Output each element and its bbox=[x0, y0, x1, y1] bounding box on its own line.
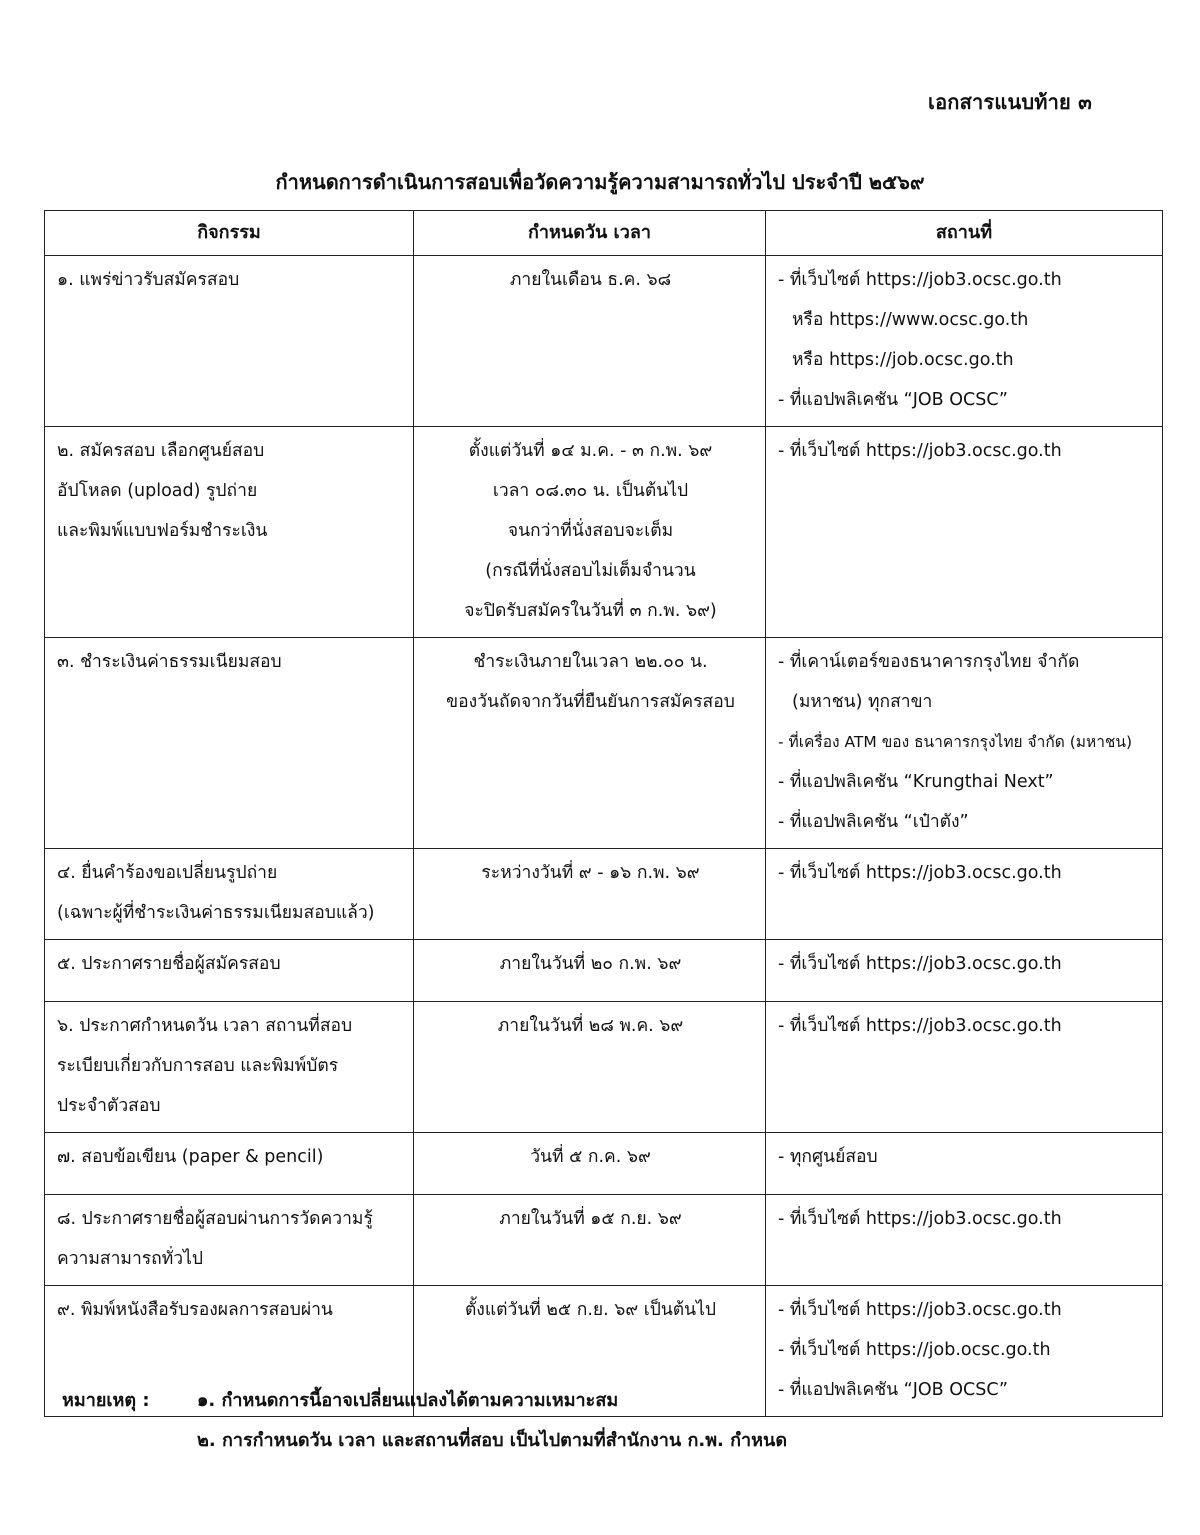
table-row bbox=[45, 1002, 1163, 1133]
activity-line: ๔. ยื่นคำร้องขอเปลี่ยนรูปถ่าย bbox=[57, 863, 278, 883]
date-time-cell bbox=[414, 1195, 766, 1286]
activity-line: ประจำตัวสอบ bbox=[57, 1096, 161, 1116]
location-cell bbox=[766, 1286, 1163, 1417]
location-cell bbox=[766, 1002, 1163, 1133]
location-line: - ที่เคาน์เตอร์ของธนาคารกรุงไทย จำกัด bbox=[778, 652, 1080, 672]
activity-line: ๘. ประกาศรายชื่อผู้สอบผ่านการวัดความรู้ bbox=[57, 1209, 373, 1229]
activity-line: ๑. แพร่ข่าวรับสมัครสอบ bbox=[57, 270, 240, 290]
date-time-line: ภายในเดือน ธ.ค. ๖๘ bbox=[509, 270, 672, 290]
date-time-line: จะปิดรับสมัครในวันที่ ๓ ก.พ. ๖๙) bbox=[464, 601, 717, 621]
table-header-row bbox=[45, 211, 1163, 256]
activity-cell bbox=[45, 1195, 414, 1286]
location-cell bbox=[766, 849, 1163, 940]
location-line: - ที่เว็บไซต์ https://job3.ocsc.go.th bbox=[778, 1016, 1062, 1036]
date-time-line: ชำระเงินภายในเวลา ๒๒.๐๐ น. bbox=[473, 652, 708, 672]
activity-cell bbox=[45, 1133, 414, 1195]
location-line: - ที่เว็บไซต์ https://job3.ocsc.go.th bbox=[778, 863, 1062, 883]
activity-cell bbox=[45, 256, 414, 427]
location-line: - ที่เว็บไซต์ https://job3.ocsc.go.th bbox=[778, 1300, 1062, 1320]
location-cell bbox=[766, 256, 1163, 427]
activity-cell bbox=[45, 940, 414, 1002]
table-row bbox=[45, 256, 1163, 427]
notes-list bbox=[197, 1381, 787, 1461]
activity-line: ๗. สอบข้อเขียน (paper & pencil) bbox=[57, 1147, 324, 1167]
date-time-line: ตั้งแต่วันที่ ๒๕ ก.ย. ๖๙ เป็นต้นไป bbox=[464, 1300, 717, 1320]
table-row bbox=[45, 1195, 1163, 1286]
date-time-cell bbox=[414, 1002, 766, 1133]
location-line: - ที่แอปพลิเคชัน “Krungthai Next” bbox=[778, 772, 1054, 792]
document-title: กำหนดการดำเนินการสอบเพื่อวัดความรู้ความสามารถทั่วไป ประจำปี ๒๕๖๙ bbox=[275, 170, 925, 194]
location-line: - ที่แอปพลิเคชัน “JOB OCSC” bbox=[778, 390, 1008, 410]
location-line: (มหาชน) ทุกสาขา bbox=[792, 692, 933, 712]
location-line: - ที่เว็บไซต์ https://job3.ocsc.go.th bbox=[778, 954, 1062, 974]
location-line: - ที่เครื่อง ATM ของ ธนาคารกรุงไทย จำกัด (มหาชน) bbox=[778, 733, 1133, 751]
activity-line: ๙. พิมพ์หนังสือรับรองผลการสอบผ่าน bbox=[57, 1300, 333, 1320]
activity-cell bbox=[45, 849, 414, 940]
table-row bbox=[45, 638, 1163, 849]
date-time-line: (กรณีที่นั่งสอบไม่เต็มจำนวน bbox=[485, 561, 696, 581]
location-line: - ที่เว็บไซต์ https://job.ocsc.go.th bbox=[778, 1340, 1051, 1360]
location-line: - ที่เว็บไซต์ https://job3.ocsc.go.th bbox=[778, 441, 1062, 461]
date-time-cell bbox=[414, 256, 766, 427]
activity-cell bbox=[45, 638, 414, 849]
schedule-table bbox=[44, 210, 1163, 1417]
location-line: หรือ https://www.ocsc.go.th bbox=[792, 310, 1029, 330]
activity-line: ๕. ประกาศรายชื่อผู้สมัครสอบ bbox=[57, 954, 281, 974]
activity-cell bbox=[45, 427, 414, 638]
date-time-line: ตั้งแต่วันที่ ๑๔ ม.ค. - ๓ ก.พ. ๖๙ bbox=[468, 441, 713, 461]
activity-line: ระเบียบเกี่ยวกับการสอบ และพิมพ์บัตร bbox=[57, 1056, 339, 1076]
date-time-line: ของวันถัดจากวันที่ยืนยันการสมัครสอบ bbox=[446, 692, 735, 712]
note-item: ๑. กำหนดการนี้อาจเปลี่ยนแปลงได้ตามความเหมาะสม bbox=[197, 1390, 619, 1411]
date-time-line: ภายในวันที่ ๒๘ พ.ค. ๖๙ bbox=[497, 1016, 684, 1036]
note-item: ๒. การกำหนดวัน เวลา และสถานที่สอบ เป็นไปตามที่สำนักงาน ก.พ. กำหนด bbox=[197, 1430, 788, 1451]
activity-line: อัปโหลด (upload) รูปถ่าย bbox=[57, 481, 258, 501]
date-time-cell bbox=[414, 638, 766, 849]
activity-line: ความสามารถทั่วไป bbox=[57, 1249, 204, 1269]
date-time-cell bbox=[414, 849, 766, 940]
date-time-line: ระหว่างวันที่ ๙ - ๑๖ ก.พ. ๖๙ bbox=[481, 863, 700, 883]
table-row bbox=[45, 1133, 1163, 1195]
date-time-line: เวลา ๐๘.๓๐ น. เป็นต้นไป bbox=[492, 481, 689, 501]
location-cell bbox=[766, 1133, 1163, 1195]
activity-line: (เฉพาะผู้ที่ชำระเงินค่าธรรมเนียมสอบแล้ว) bbox=[57, 903, 375, 923]
table-row bbox=[45, 940, 1163, 1002]
location-line: หรือ https://job.ocsc.go.th bbox=[792, 350, 1014, 370]
date-time-line: วันที่ ๕ ก.ค. ๖๙ bbox=[530, 1147, 651, 1167]
attachment-label: เอกสารแนบท้าย ๓ bbox=[928, 90, 1092, 114]
date-time-line: จนกว่าที่นั่งสอบจะเต็ม bbox=[507, 521, 674, 541]
location-line: - ที่แอปพลิเคชัน “JOB OCSC” bbox=[778, 1380, 1008, 1400]
activity-line: ๖. ประกาศกำหนดวัน เวลา สถานที่สอบ bbox=[57, 1016, 353, 1036]
date-time-line: ภายในวันที่ ๒๐ ก.พ. ๖๙ bbox=[499, 954, 682, 974]
column-header-location: สถานที่ bbox=[766, 211, 1163, 256]
activity-line: และพิมพ์แบบฟอร์มชำระเงิน bbox=[57, 521, 268, 541]
location-cell bbox=[766, 940, 1163, 1002]
location-line: - ทุกศูนย์สอบ bbox=[778, 1147, 878, 1167]
column-header-date-time: กำหนดวัน เวลา bbox=[414, 211, 766, 256]
column-header-activity: กิจกรรม bbox=[45, 211, 414, 256]
date-time-cell bbox=[414, 1133, 766, 1195]
table-row bbox=[45, 427, 1163, 638]
table-row bbox=[45, 849, 1163, 940]
location-line: - ที่เว็บไซต์ https://job3.ocsc.go.th bbox=[778, 1209, 1062, 1229]
location-line: - ที่เว็บไซต์ https://job3.ocsc.go.th bbox=[778, 270, 1062, 290]
notes-label: หมายเหตุ : bbox=[62, 1390, 150, 1411]
activity-line: ๓. ชำระเงินค่าธรรมเนียมสอบ bbox=[57, 652, 282, 672]
location-cell bbox=[766, 638, 1163, 849]
activity-cell bbox=[45, 1002, 414, 1133]
date-time-line: ภายในวันที่ ๑๕ ก.ย. ๖๙ bbox=[499, 1209, 682, 1229]
location-cell bbox=[766, 1195, 1163, 1286]
date-time-cell bbox=[414, 427, 766, 638]
location-cell bbox=[766, 427, 1163, 638]
activity-line: ๒. สมัครสอบ เลือกศูนย์สอบ bbox=[57, 441, 265, 461]
date-time-cell bbox=[414, 940, 766, 1002]
location-line: - ที่แอปพลิเคชัน “เป๋าตัง” bbox=[778, 812, 969, 832]
